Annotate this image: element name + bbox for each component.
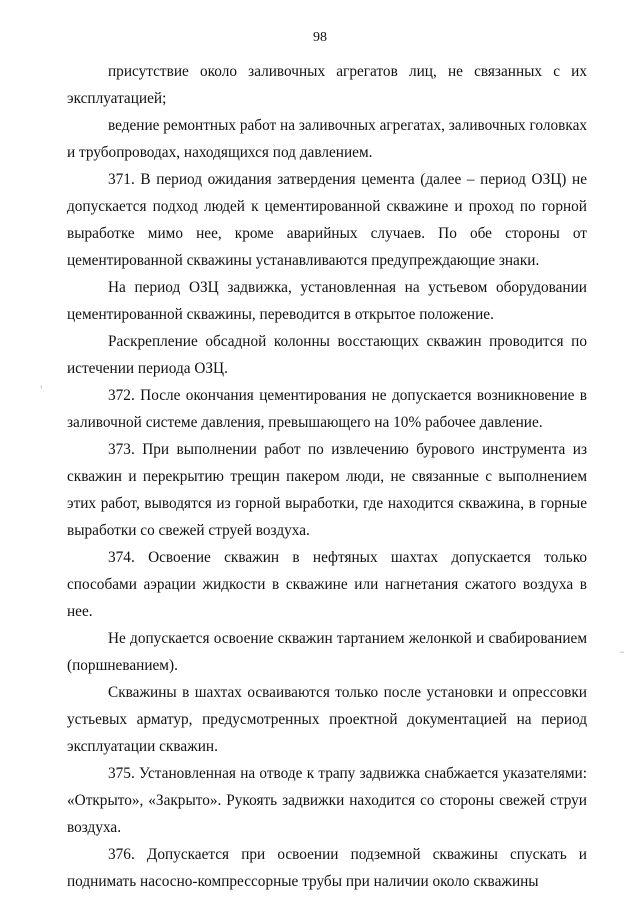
- paragraph: ведение ремонтных работ на заливочных агрегатах, заливочных головках и трубопроводах, находящихся под давлением.: [67, 117, 588, 161]
- paragraph: 372. После окончания цементирования не допускается возникновение в заливочной системе давления, превышающего на 10% рабочее давление.: [67, 387, 587, 431]
- paragraph: Скважины в шахтах осваиваются только после установки и опрессовки устьевых арматур, предусмотренных проектной документацией на период эксплуатации скважин.: [67, 684, 587, 755]
- scan-speck: ~: [620, 648, 625, 657]
- paragraph: Раскрепление обсадной колонны восстающих скважин проводится по истечении периода ОЗЦ.: [67, 333, 587, 377]
- paragraph: присутствие около заливочных агрегатов лиц, не связанных с их эксплуатацией;: [67, 63, 587, 107]
- paragraph: 376. Допускается при освоении подземной скважины спускать и поднимать насосно-компрессорные трубы при наличии около скважины: [67, 846, 587, 890]
- document-body: [67, 58, 587, 895]
- scan-speck: ‹: [40, 382, 43, 391]
- paragraph: Не допускается освоение скважин тартанием желонкой и свабированием (поршневанием).: [67, 630, 587, 674]
- paragraph: На период ОЗЦ задвижка, установленная на устьевом оборудовании цементированной скважины, переводится в открытое положение.: [67, 279, 587, 323]
- paragraph: 371. В период ожидания затвердения цемента (далее – период ОЗЦ) не допускается подход людей к цементированной скважине и проход по горной выработке мимо нее, кроме аварийных случаев. По обе стороны от цементированной скважины устанавливаются предупреждающие знаки.: [67, 171, 587, 269]
- page-number: 98: [313, 30, 327, 45]
- paragraph: 373. При выполнении работ по извлечению бурового инструмента из скважин и перекрытию трещин пакером люди, не связанные с выполнением этих работ, выводятся из горной выработки, где находится скважина, в горные выработки со свежей струей воздуха.: [67, 441, 587, 539]
- paragraph: 374. Освоение скважин в нефтяных шахтах допускается только способами аэрации жидкости в скважине или нагнетания сжатого воздуха в нее.: [67, 549, 587, 620]
- paragraph: 375. Установленная на отводе к трапу задвижка снабжается указателями: «Открыто», «Закрыто». Рукоять задвижки находится со стороны свежей струи воздуха.: [67, 765, 587, 836]
